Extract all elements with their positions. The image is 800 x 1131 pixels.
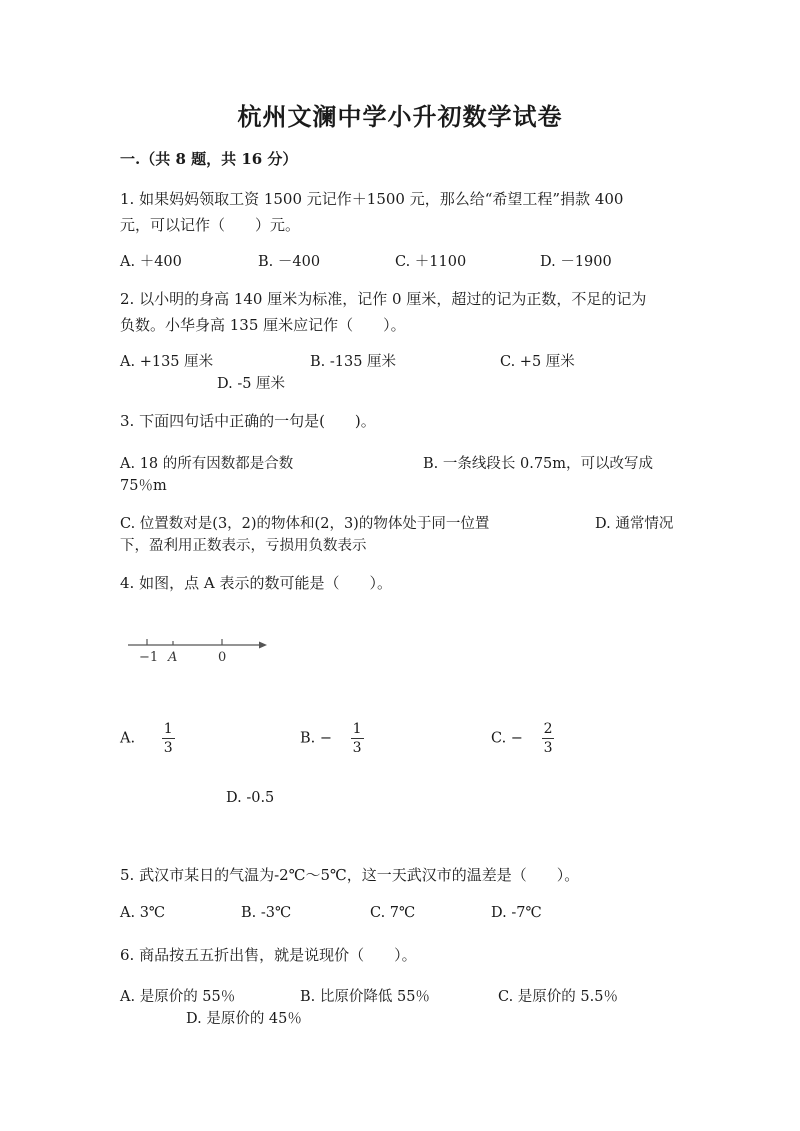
fraction-denominator: 3 bbox=[543, 740, 553, 756]
fraction-numerator: 1 bbox=[352, 721, 362, 737]
section-heading: 一.（共 8 题，共 16 分） bbox=[120, 150, 298, 168]
option-5b[interactable]: B. -3℃ bbox=[241, 905, 292, 921]
fraction-bar bbox=[542, 738, 555, 739]
option-prefix: B. − bbox=[300, 730, 333, 747]
fraction-numerator: 1 bbox=[163, 721, 173, 737]
fraction bbox=[162, 721, 175, 756]
option-1c[interactable]: C. ＋1100 bbox=[395, 254, 467, 270]
fraction bbox=[351, 721, 364, 756]
question-stem-line: 1. 如果妈妈领取工资 1500 元记作＋1500 元，那么给“希望工程”捐款 400 bbox=[120, 190, 624, 208]
option-2b[interactable]: B. -135 厘米 bbox=[310, 354, 397, 370]
question-stem-line: 6. 商品按五五折出售，就是说现价（ ）。 bbox=[120, 946, 417, 964]
label-minus-one: −1 bbox=[139, 650, 159, 665]
option-4d[interactable]: D. -0.5 bbox=[226, 790, 275, 806]
option-2a[interactable]: A. +135 厘米 bbox=[120, 354, 214, 370]
option-5a[interactable]: A. 3℃ bbox=[120, 905, 166, 921]
question-stem-line: 3. 下面四句话中正确的一句是( )。 bbox=[120, 412, 376, 430]
question-5 bbox=[120, 864, 680, 886]
question-2 bbox=[120, 288, 680, 336]
option-3c[interactable]: C. 位置数对是(3，2)的物体和(2，3)的物体处于同一位置 bbox=[120, 516, 490, 532]
fraction bbox=[542, 721, 555, 756]
option-5c[interactable]: C. 7℃ bbox=[370, 905, 416, 921]
number-line-figure bbox=[125, 632, 275, 668]
fraction-numerator: 2 bbox=[543, 721, 553, 737]
question-4 bbox=[120, 572, 680, 594]
label-zero: 0 bbox=[218, 650, 227, 665]
question-1 bbox=[120, 188, 680, 236]
option-3d-cont: 下，盈利用正数表示，亏损用负数表示 bbox=[120, 538, 367, 554]
label-a: A bbox=[168, 650, 178, 665]
question-6 bbox=[120, 944, 680, 966]
option-1b[interactable]: B. －400 bbox=[258, 254, 321, 270]
arrow-head-icon bbox=[259, 642, 267, 649]
option-4a[interactable] bbox=[120, 721, 175, 756]
option-2d[interactable]: D. -5 厘米 bbox=[217, 376, 286, 392]
option-6c[interactable]: C. 是原价的 5.5％ bbox=[498, 989, 618, 1005]
option-6a[interactable]: A. 是原价的 55％ bbox=[120, 989, 236, 1005]
option-4c[interactable] bbox=[491, 721, 554, 756]
option-4b[interactable] bbox=[300, 721, 364, 756]
question-stem-line: 5. 武汉市某日的气温为-2℃～5℃，这一天武汉市的温差是（ ）。 bbox=[120, 866, 580, 884]
fraction-denominator: 3 bbox=[163, 740, 173, 756]
fraction-bar bbox=[351, 738, 364, 739]
page-title: 杭州文澜中学小升初数学试卷 bbox=[237, 102, 563, 131]
option-5d[interactable]: D. -7℃ bbox=[491, 905, 542, 921]
option-3d[interactable]: D. 通常情况 bbox=[595, 516, 674, 532]
option-1a[interactable]: A. ＋400 bbox=[120, 254, 182, 270]
question-stem-line: 2. 以小明的身高 140 厘米为标准，记作 0 厘米，超过的记为正数，不足的记为 bbox=[120, 290, 647, 308]
option-3a[interactable]: A. 18 的所有因数都是合数 bbox=[120, 456, 294, 472]
option-3b-cont: 75％m bbox=[120, 478, 167, 494]
fraction-bar bbox=[162, 738, 175, 739]
option-prefix: C. − bbox=[491, 730, 523, 747]
option-3b[interactable]: B. 一条线段长 0.75m，可以改写成 bbox=[423, 456, 654, 472]
option-2c[interactable]: C. +5 厘米 bbox=[500, 354, 575, 370]
question-stem-line: 负数。小华身高 135 厘米应记作（ ）。 bbox=[120, 316, 406, 334]
question-stem-line: 4. 如图，点 A 表示的数可能是（ ）。 bbox=[120, 574, 392, 592]
question-stem-line: 元，可以记作（ ）元。 bbox=[120, 216, 301, 234]
option-6d[interactable]: D. 是原价的 45％ bbox=[186, 1011, 302, 1027]
option-6b[interactable]: B. 比原价降低 55％ bbox=[300, 989, 430, 1005]
question-3 bbox=[120, 410, 680, 432]
option-prefix: A. bbox=[120, 730, 136, 747]
fraction-denominator: 3 bbox=[352, 740, 362, 756]
option-1d[interactable]: D. －1900 bbox=[540, 254, 612, 270]
